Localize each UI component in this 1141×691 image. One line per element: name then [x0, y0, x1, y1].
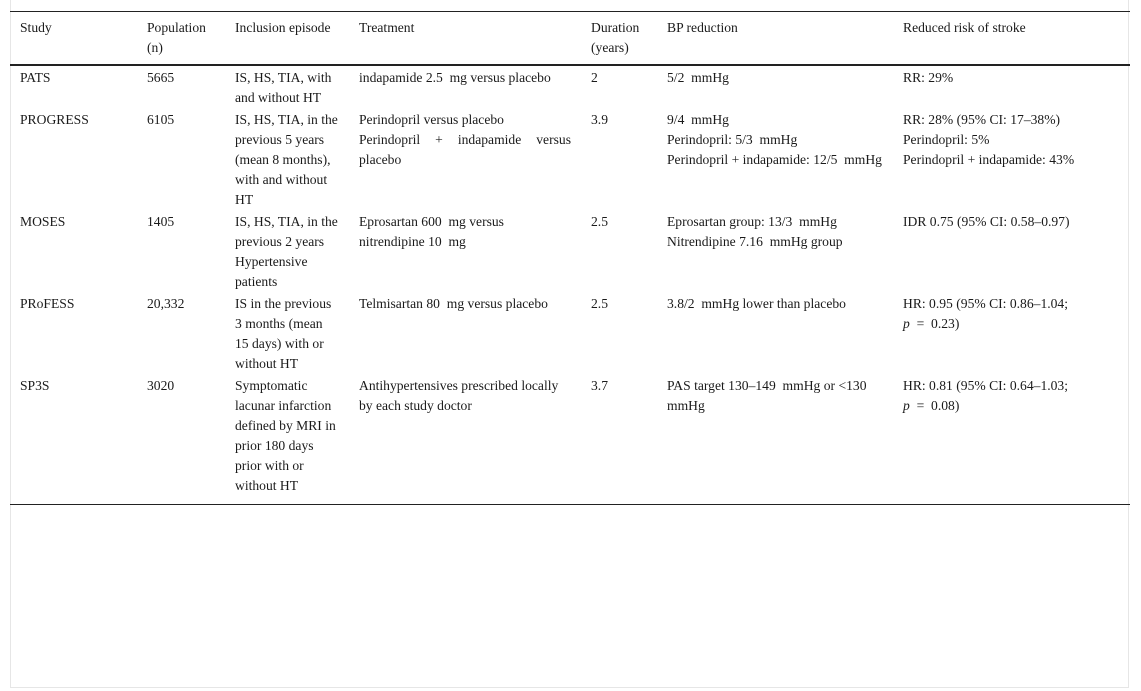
cell-population: 20,332 [147, 296, 185, 311]
header-bp-reduction: BP reduction [667, 20, 738, 35]
header-inclusion: Inclusion episode [235, 20, 331, 35]
cell-bp-reduction [657, 210, 893, 292]
bp-line: PAS target 130–149 mmHg or <130 mmHg [667, 378, 874, 413]
cell-duration: 3.7 [591, 378, 608, 393]
cell-bp-reduction [657, 292, 893, 374]
cell-study: SP3S [20, 378, 50, 393]
cell-reduced-risk [893, 374, 1130, 505]
table-row [10, 108, 1130, 210]
cell-study: PROGRESS [20, 112, 89, 127]
cell-inclusion: IS in the previous 3 months (mean 15 days) with or without HT [235, 296, 332, 371]
header-duration: Duration (years) [591, 20, 640, 55]
cell-duration: 2.5 [591, 214, 608, 229]
cell-reduced-risk [893, 292, 1130, 374]
risk-line: p = 0.08) [903, 398, 960, 413]
cell-duration: 3.9 [591, 112, 608, 127]
cell-reduced-risk [893, 108, 1130, 210]
table-row [10, 292, 1130, 374]
cell-bp-reduction [657, 374, 893, 505]
risk-line: Perindopril + indapamide: 43% [903, 152, 1075, 167]
cell-population: 3020 [147, 378, 175, 393]
cell-duration: 2 [591, 70, 598, 85]
bp-line: 5/2 mmHg [667, 70, 729, 85]
cell-inclusion: Symptomatic lacunar infarction defined by MRI in prior 180 days prior with or without HT [235, 378, 336, 493]
bp-line: Nitrendipine 7.16 mmHg group [667, 234, 843, 249]
cell-duration: 2.5 [591, 296, 608, 311]
table-row [10, 210, 1130, 292]
risk-line: IDR 0.75 (95% CI: 0.58–0.97) [903, 214, 1070, 229]
header-row [10, 12, 1130, 66]
bp-line: Eprosartan group: 13/3 mmHg [667, 214, 837, 229]
stroke-prevention-trials-table [10, 11, 1130, 505]
cell-study: PATS [20, 70, 51, 85]
risk-line: p = 0.23) [903, 316, 960, 331]
header-reduced-risk: Reduced risk of stroke [903, 20, 1026, 35]
cell-treatment [349, 292, 581, 374]
treatment-line: Eprosartan 600 mg versus nitrendipine 10 mg [359, 214, 504, 249]
treatment-line: Perindopril versus placebo [359, 112, 504, 127]
cell-inclusion: IS, HS, TIA, in the previous 2 years Hypertensive patients [235, 214, 338, 289]
p-symbol: p [903, 316, 910, 331]
cell-population: 6105 [147, 112, 175, 127]
cell-reduced-risk [893, 65, 1130, 108]
cell-study: PRoFESS [20, 296, 75, 311]
treatment-line: Antihypertensives prescribed locally by each study doctor [359, 378, 559, 413]
bp-line: Perindopril: 5/3 mmHg [667, 132, 798, 147]
cell-study: MOSES [20, 214, 66, 229]
cell-inclusion: IS, HS, TIA, with and without HT [235, 70, 332, 105]
table-row [10, 65, 1130, 108]
risk-line: RR: 29% [903, 70, 954, 85]
treatment-line: indapamide 2.5 mg versus placebo [359, 70, 551, 85]
risk-line: HR: 0.81 (95% CI: 0.64–1.03; [903, 378, 1069, 393]
header-study: Study [20, 20, 52, 35]
header-treatment: Treatment [359, 20, 415, 35]
cell-treatment [349, 210, 581, 292]
header-population: Population (n) [147, 20, 206, 55]
cell-bp-reduction [657, 65, 893, 108]
cell-reduced-risk [893, 210, 1130, 292]
risk-line: Perindopril: 5% [903, 132, 990, 147]
cell-treatment [349, 108, 581, 210]
treatment-line: Perindopril + indapamide versus placebo [359, 132, 571, 167]
risk-line: RR: 28% (95% CI: 17–38%) [903, 112, 1061, 127]
cell-inclusion: IS, HS, TIA, in the previous 5 years (mean 8 months), with and without HT [235, 112, 338, 207]
table-row [10, 374, 1130, 505]
bp-line: Perindopril + indapamide: 12/5 mmHg [667, 152, 882, 167]
bp-line: 3.8/2 mmHg lower than placebo [667, 296, 846, 311]
treatment-line: Telmisartan 80 mg versus placebo [359, 296, 548, 311]
cell-population: 5665 [147, 70, 175, 85]
cell-bp-reduction [657, 108, 893, 210]
p-symbol: p [903, 398, 910, 413]
cell-population: 1405 [147, 214, 175, 229]
cell-treatment [349, 374, 581, 505]
risk-line: HR: 0.95 (95% CI: 0.86–1.04; [903, 296, 1069, 311]
cell-treatment [349, 65, 581, 108]
bp-line: 9/4 mmHg [667, 112, 729, 127]
